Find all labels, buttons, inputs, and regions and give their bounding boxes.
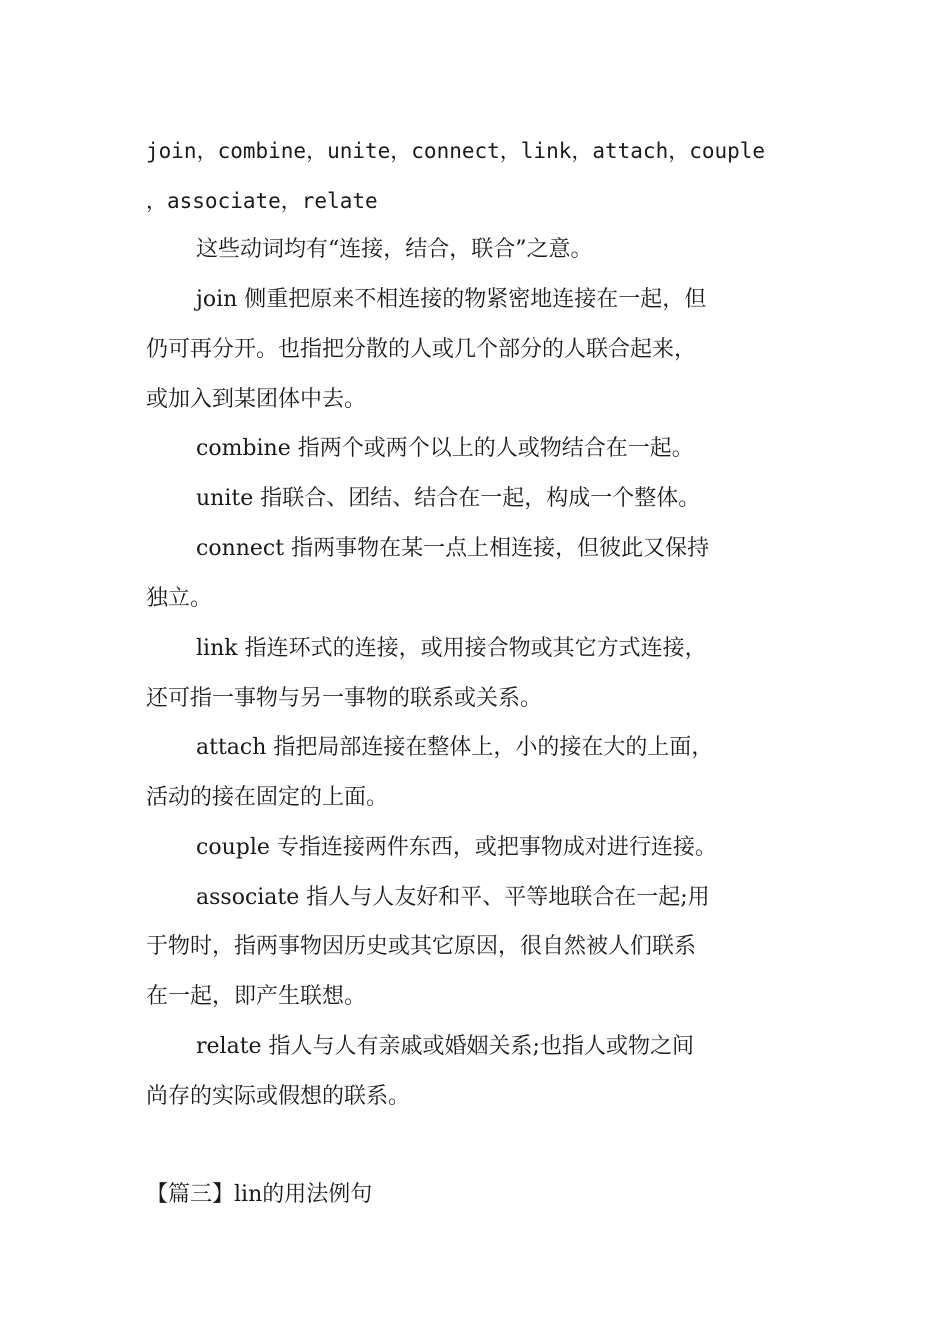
couple-paragraph: couple 专指连接两件东西，或把事物成对进行连接。 bbox=[196, 835, 717, 860]
join-paragraph-line-3: 或加入到某团体中去。 bbox=[146, 387, 367, 412]
join-paragraph-line-2: 仍可再分开。也指把分散的人或几个部分的人联合起来， bbox=[146, 337, 697, 362]
word-list-line-1: join，combine，unite，connect，link，attach，couple bbox=[146, 139, 766, 163]
link-paragraph-line-2: 还可指一事物与另一事物的联系或关系。 bbox=[146, 686, 543, 711]
link-paragraph-line-1: link 指连环式的连接，或用接合物或其它方式连接， bbox=[196, 636, 707, 661]
associate-paragraph-line-2: 于物时，指两事物因历史或其它原因，很自然被人们联系 bbox=[146, 934, 697, 959]
word-list-line-2: ，associate，relate bbox=[146, 189, 378, 213]
unite-paragraph: unite 指联合、团结、结合在一起，构成一个整体。 bbox=[196, 486, 701, 511]
join-paragraph-line-1: join 侧重把原来不相连接的物紧密地连接在一起，但 bbox=[196, 287, 707, 312]
relate-paragraph-line-2: 尚存的实际或假想的联系。 bbox=[146, 1084, 411, 1109]
attach-paragraph-line-1: attach 指把局部连接在整体上，小的接在大的上面， bbox=[196, 735, 714, 760]
section-heading: 【篇三】lin的用法例句 bbox=[146, 1182, 373, 1207]
attach-paragraph-line-2: 活动的接在固定的上面。 bbox=[146, 785, 389, 810]
associate-paragraph-line-3: 在一起，即产生联想。 bbox=[146, 984, 367, 1009]
intro-paragraph: 这些动词均有“连接，结合，联合”之意。 bbox=[196, 237, 593, 262]
connect-paragraph-line-1: connect 指两事物在某一点上相连接，但彼此又保持 bbox=[196, 536, 710, 561]
associate-paragraph-line-1: associate 指人与人友好和平、平等地联合在一起;用 bbox=[196, 885, 710, 910]
relate-paragraph-line-1: relate 指人与人有亲戚或婚姻关系;也指人或物之间 bbox=[196, 1034, 694, 1059]
combine-paragraph: combine 指两个或两个以上的人或物结合在一起。 bbox=[196, 436, 694, 461]
connect-paragraph-line-2: 独立。 bbox=[146, 586, 213, 611]
